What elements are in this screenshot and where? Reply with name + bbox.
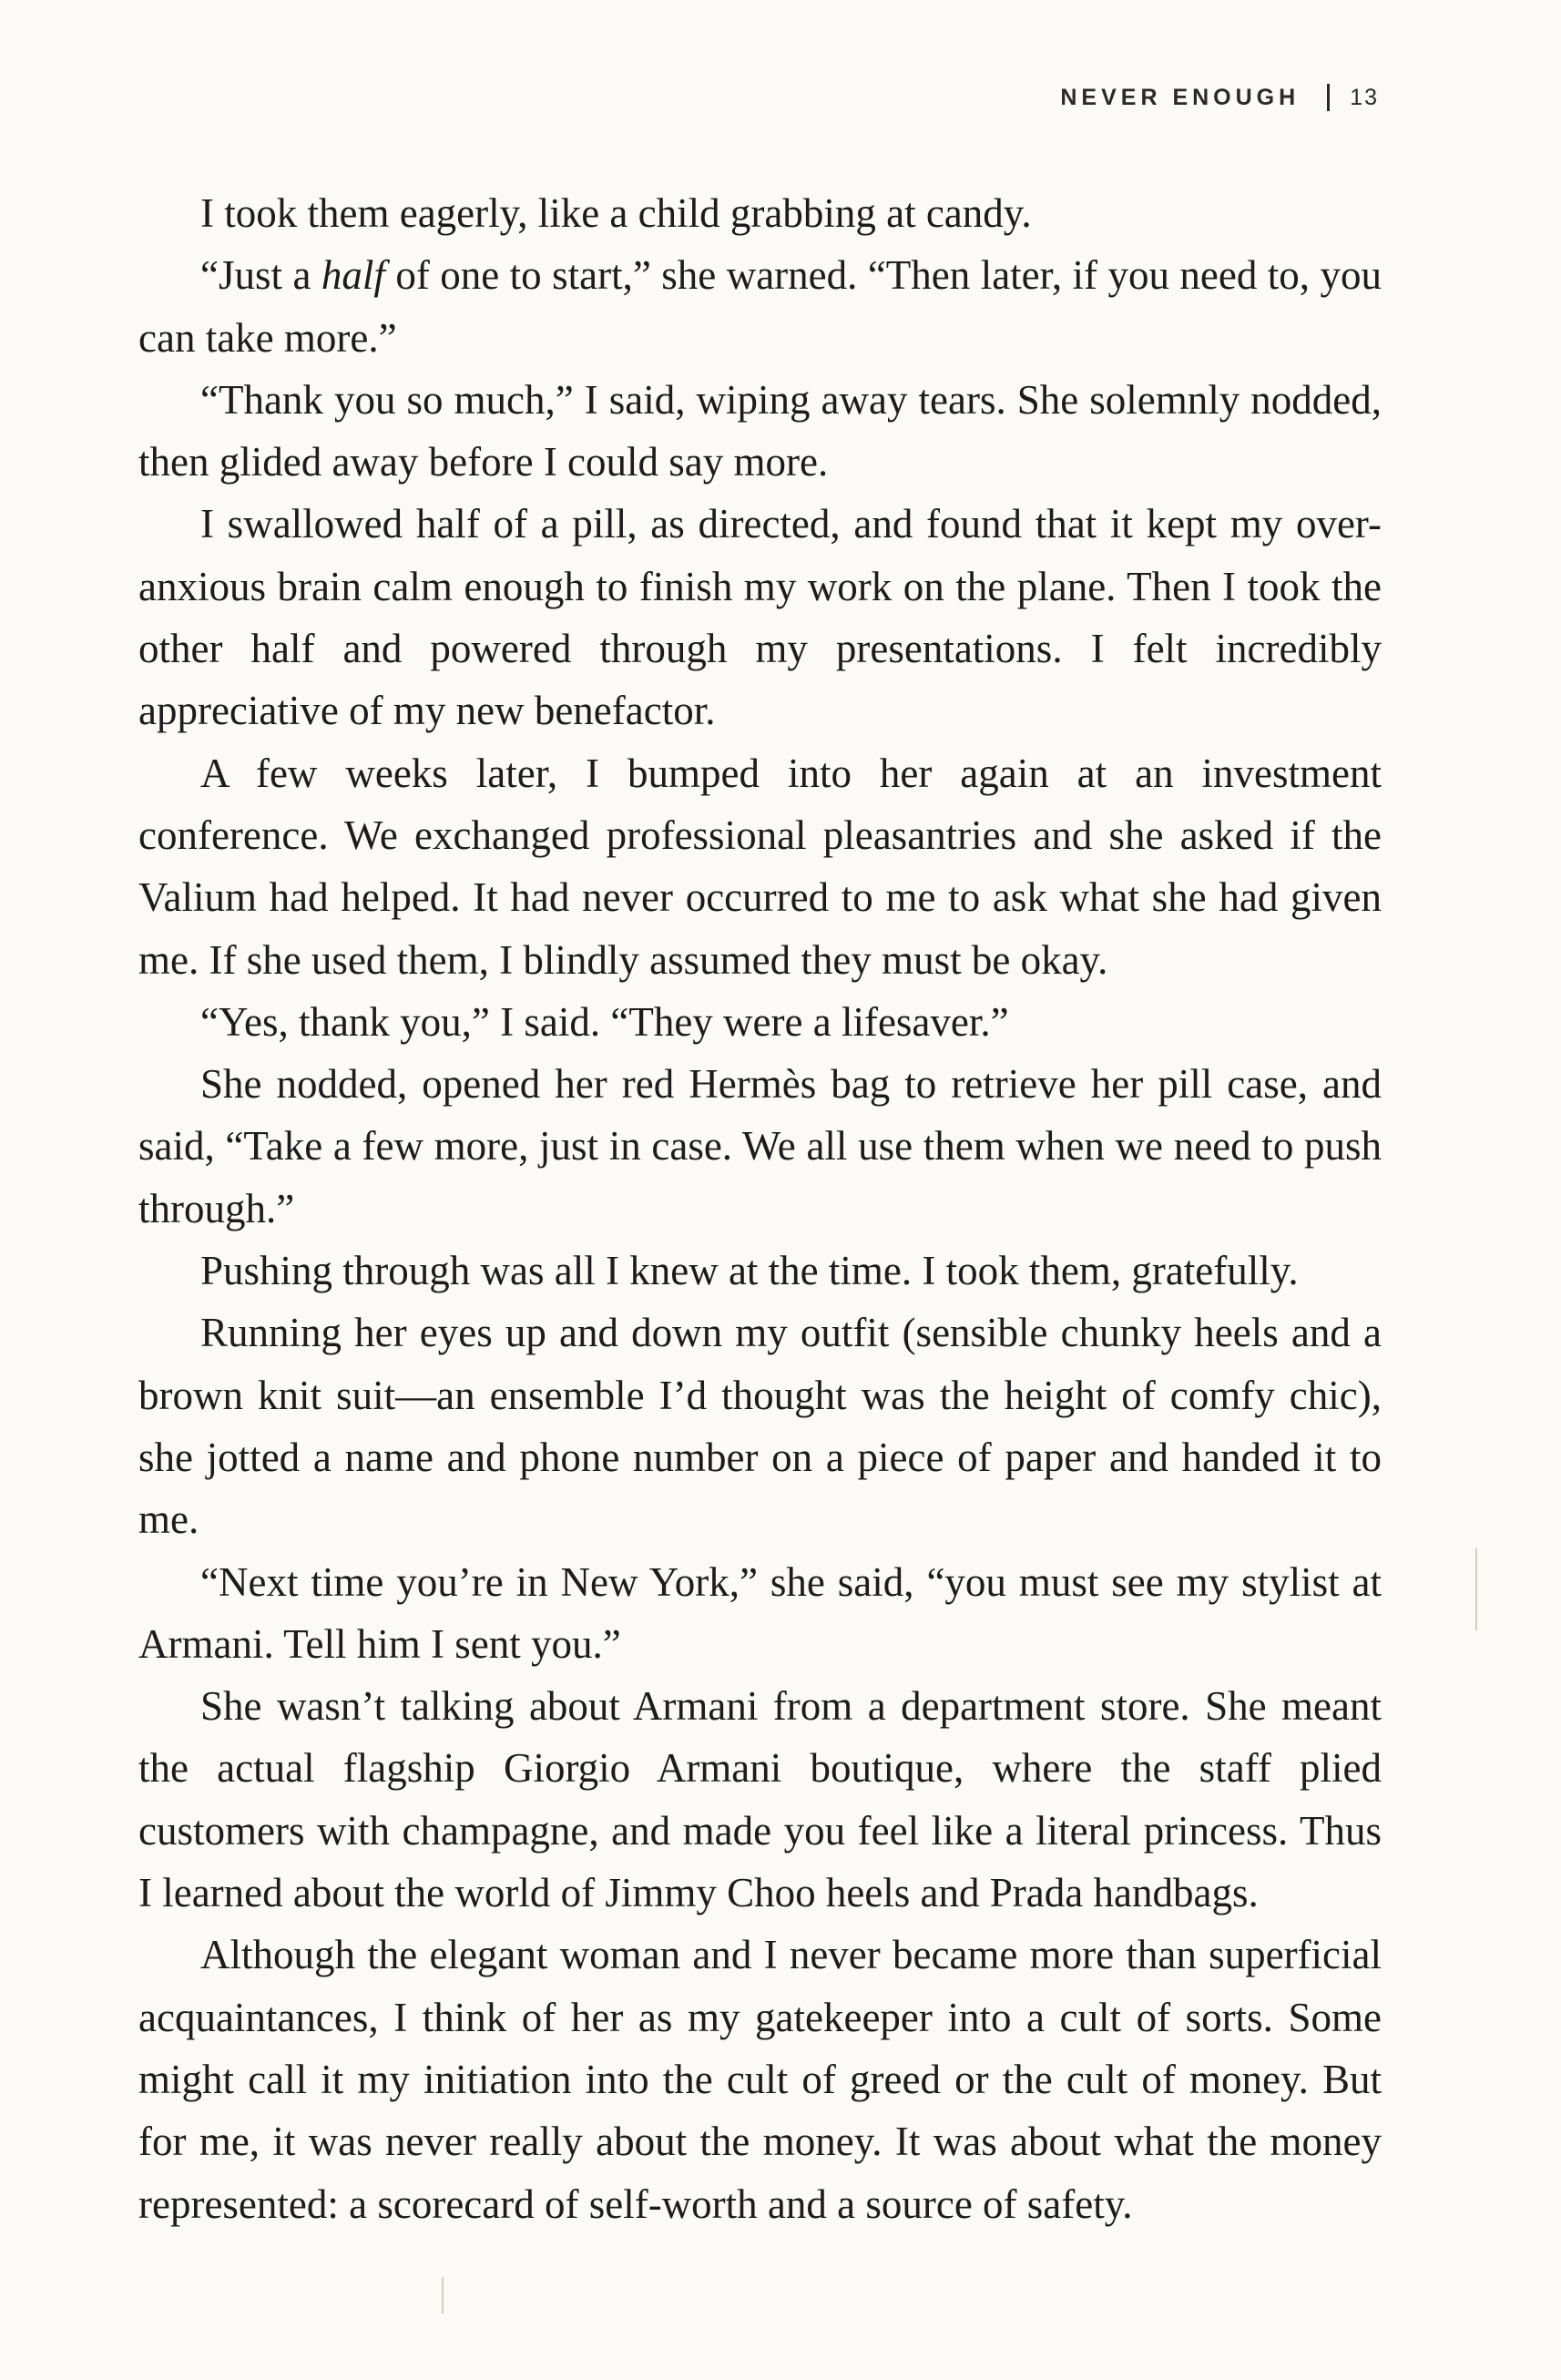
paragraph: She wasn’t talking about Armani from a department store. She meant the actual flagship Giorgio Armani boutique, where the staff plied customers with champagne, and made you feel like a literal princess. Thus I learned about the world of Jimmy Choo heels and Prada handbags. [138, 1683, 1382, 1916]
header-separator [1327, 84, 1330, 111]
paragraph: I swallowed half of a pill, as directed, and found that it kept my over-anxious brain calm enough to finish my work on the plane. Then I took the other half and powered through my presentations. I felt incredibly appreciative of my new benefactor. [138, 501, 1382, 734]
scan-mark [1475, 1548, 1477, 1630]
running-title: NEVER ENOUGH [1060, 84, 1301, 110]
body-text [138, 182, 1382, 2235]
paragraph: Running her eyes up and down my outfit (sensible chunky heels and a brown knit suit—an ensemble I’d thought was the height of comfy chic), she jotted a name and phone number on a piece of paper and handed it to me. [138, 1310, 1382, 1543]
scan-mark [442, 2277, 444, 2314]
paragraph: Pushing through was all I knew at the time. I took them, gratefully. [200, 1248, 1299, 1294]
paragraph: A few weeks later, I bumped into her again at an investment conference. We exchanged professional pleasantries and she asked if the Valium had helped. It had never occurred to me to ask what she had given me. If she used them, I blindly assumed they must be okay. [138, 750, 1382, 983]
paragraph: Although the elegant woman and I never became more than superficial acquaintances, I think of her as my gatekeeper into a cult of sorts. Some might call it my initiation into the cult of greed or the cult of money. But for me, it was never really about the money. It was about what the money represented: a scorecard of self-worth and a source of safety. [138, 1932, 1382, 2227]
running-head [1060, 84, 1379, 111]
paragraph-text: “Just a [200, 252, 321, 299]
paragraph: “Thank you so much,” I said, wiping away tears. She solemnly nodded, then glided away before I could say more. [138, 376, 1382, 485]
paragraph: I took them eagerly, like a child grabbing at candy. [200, 190, 1032, 236]
paragraph: She nodded, opened her red Hermès bag to retrieve her pill case, and said, “Take a few more, just in case. We all use them when we need to push through.” [138, 1061, 1382, 1231]
paragraph: “Yes, thank you,” I said. “They were a lifesaver.” [200, 998, 1009, 1045]
paragraph-text: of one to start,” she warned. “Then later, if you need to, you can take more.” [138, 252, 1382, 361]
paragraph: “Next time you’re in New York,” she said, “you must see my stylist at Armani. Tell him I sent you.” [138, 1558, 1382, 1667]
emphasis: half [321, 252, 385, 299]
page-number: 13 [1350, 84, 1379, 110]
paragraph [138, 244, 1382, 369]
